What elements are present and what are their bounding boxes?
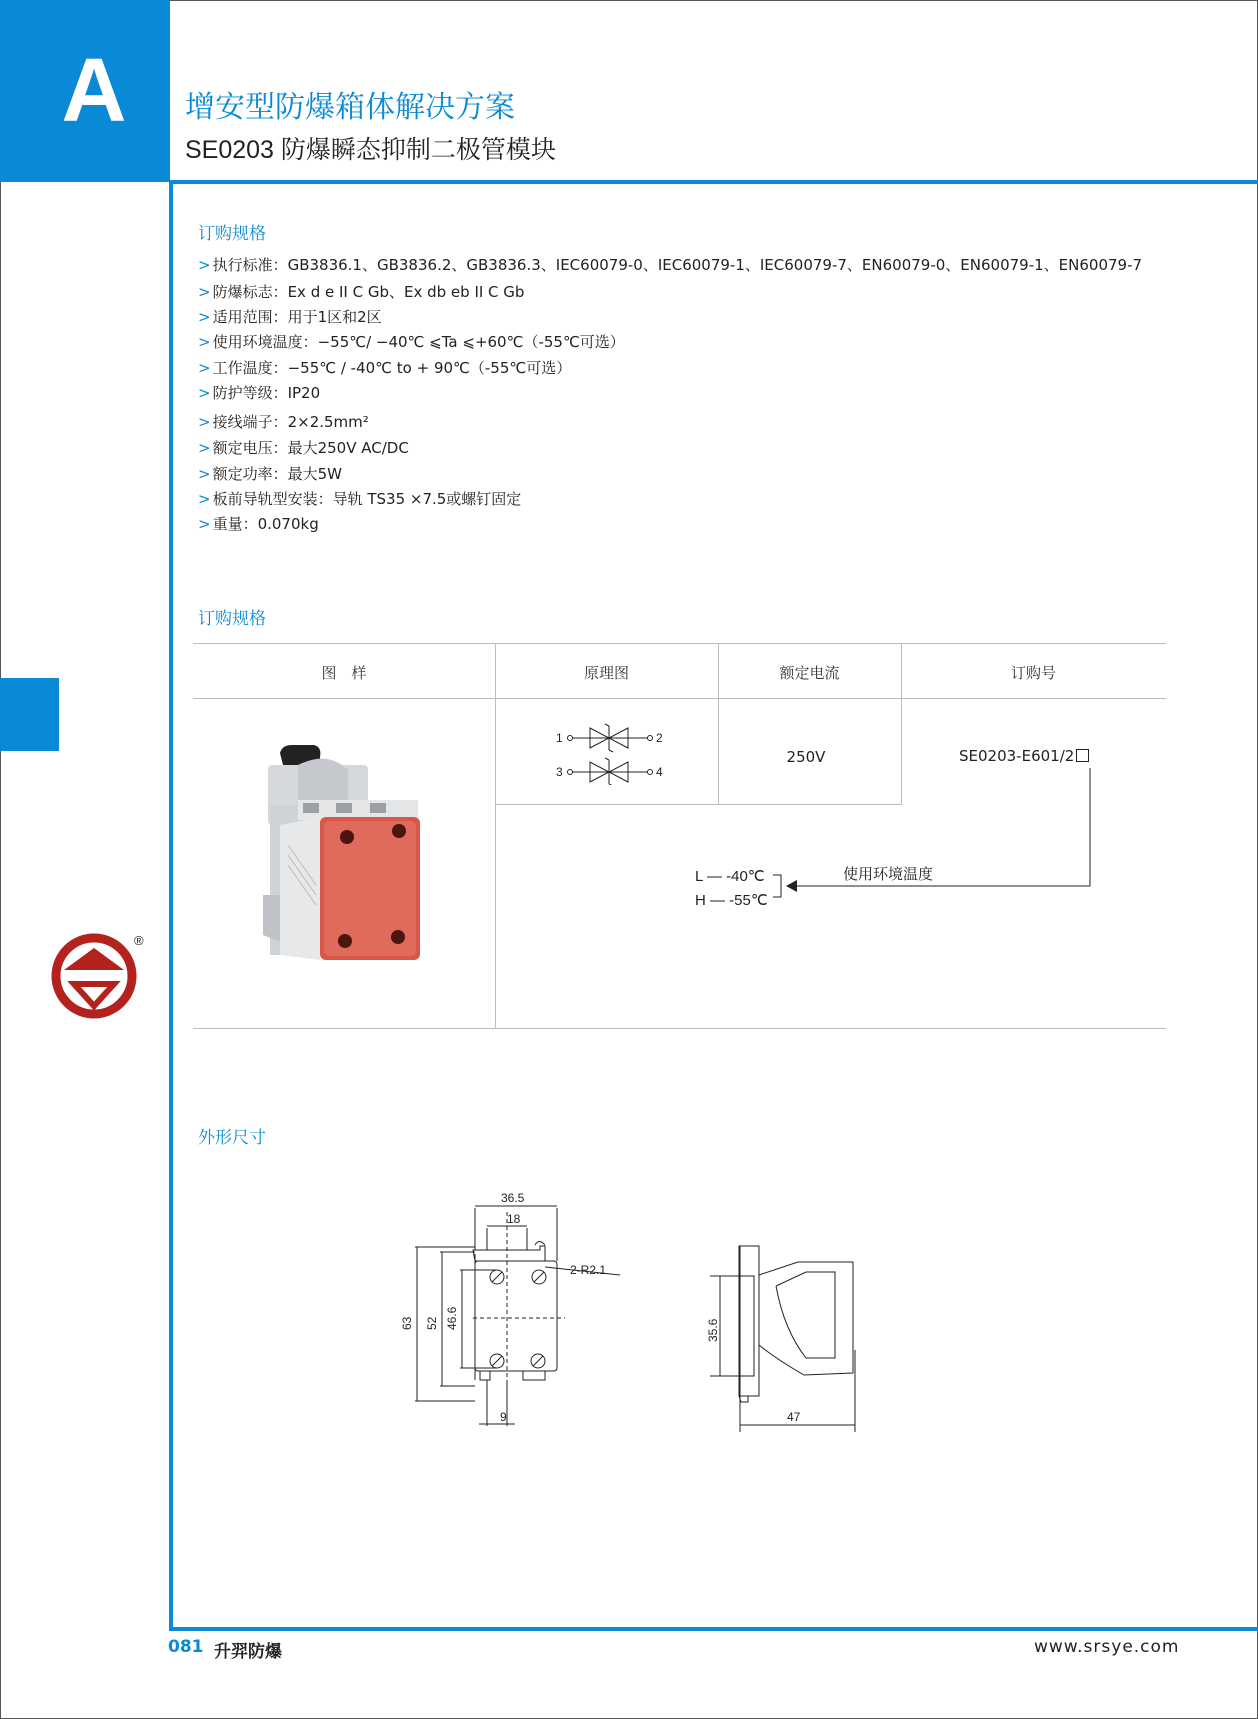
terminal-label: 3 (556, 765, 563, 779)
terminal-label: 4 (656, 765, 663, 779)
product-image (258, 745, 428, 970)
table-top-rule (193, 643, 1166, 644)
col-header-order-no: 订购号 (1010, 664, 1056, 682)
col-header-current: 额定电流 (779, 664, 840, 682)
col-header-schematic: 原理图 (583, 664, 629, 682)
spec-item: > 工作温度：−55℃ / -40℃ to + 90℃（-55℃可选） (198, 359, 572, 377)
company-name: 升羿防爆 (214, 1642, 282, 1662)
spec-item: > 使用环境温度：−55℃/ −40℃ ⩽Ta ⩽+60℃（-55℃可选） (198, 333, 625, 351)
option-callout (690, 760, 1110, 910)
page-subtitle: SE0203 防爆瞬态抑制二极管模块 (185, 136, 556, 164)
footer-divider (169, 1627, 1258, 1631)
dimensions-heading: 外形尺寸 (198, 1128, 266, 1148)
option-l: L — -40℃ (695, 868, 765, 885)
spec-item: > 防爆标志：Ex d e II C Gb、Ex db eb II C Gb (198, 283, 525, 301)
dim-label: 18 (507, 1212, 521, 1226)
section-letter: A (61, 41, 127, 141)
dim-label: 2-R2.1 (570, 1263, 607, 1277)
dim-label: 63 (400, 1316, 414, 1330)
spec-item: > 板前导轨型安装：导轨 TS35 ×7.5或螺钉固定 (198, 490, 522, 508)
terminal-label: 2 (656, 731, 663, 745)
order-heading: 订购规格 (198, 609, 266, 629)
company-logo (50, 930, 150, 1020)
spec-heading: 订购规格 (198, 224, 266, 244)
spec-item: > 额定电压：最大250V AC/DC (198, 439, 409, 457)
option-h: H — -55℃ (695, 892, 768, 909)
spec-item: > 接线端子：2×2.5mm² (198, 413, 369, 431)
order-number: SE0203-E601/2 (959, 747, 1089, 765)
dim-label: 52 (425, 1316, 439, 1330)
dim-label: 9 (500, 1410, 507, 1424)
side-view-drawing (700, 1240, 870, 1435)
header-divider (170, 180, 1258, 184)
page-number: 081 (168, 1637, 204, 1657)
terminal-label: 1 (556, 731, 563, 745)
website-url: www.srsye.com (1034, 1637, 1180, 1657)
dim-label: 36.5 (501, 1191, 525, 1205)
svg-text:®: ® (134, 933, 144, 948)
col-header-image: 图 样 (321, 664, 367, 682)
table-header-rule (193, 698, 1166, 699)
schematic-diagram (550, 720, 680, 785)
rated-current: 250V (786, 748, 826, 766)
front-view-drawing (395, 1190, 635, 1435)
left-rule (169, 182, 173, 1630)
table-bottom-rule (193, 1028, 1166, 1029)
dim-label: 47 (787, 1410, 801, 1424)
side-tab (0, 678, 59, 751)
table-col-rule (495, 643, 496, 1029)
spec-item: > 防护等级：IP20 (198, 384, 321, 402)
spec-item: > 执行标准：GB3836.1、GB3836.2、GB3836.3、IEC60079-0、IEC60079-1、IEC60079-7、EN60079-0、EN60079-1、EN60079-7 (198, 256, 1143, 274)
page-title: 增安型防爆箱体解决方案 (185, 91, 515, 124)
spec-item: > 重量：0.070kg (198, 515, 319, 533)
spec-item: > 额定功率：最大5W (198, 465, 342, 483)
spec-item: > 适用范围：用于1区和2区 (198, 308, 382, 326)
option-label: 使用环境温度 (843, 866, 934, 883)
dim-label: 35.6 (706, 1318, 720, 1342)
dim-label: 46.6 (445, 1306, 459, 1330)
